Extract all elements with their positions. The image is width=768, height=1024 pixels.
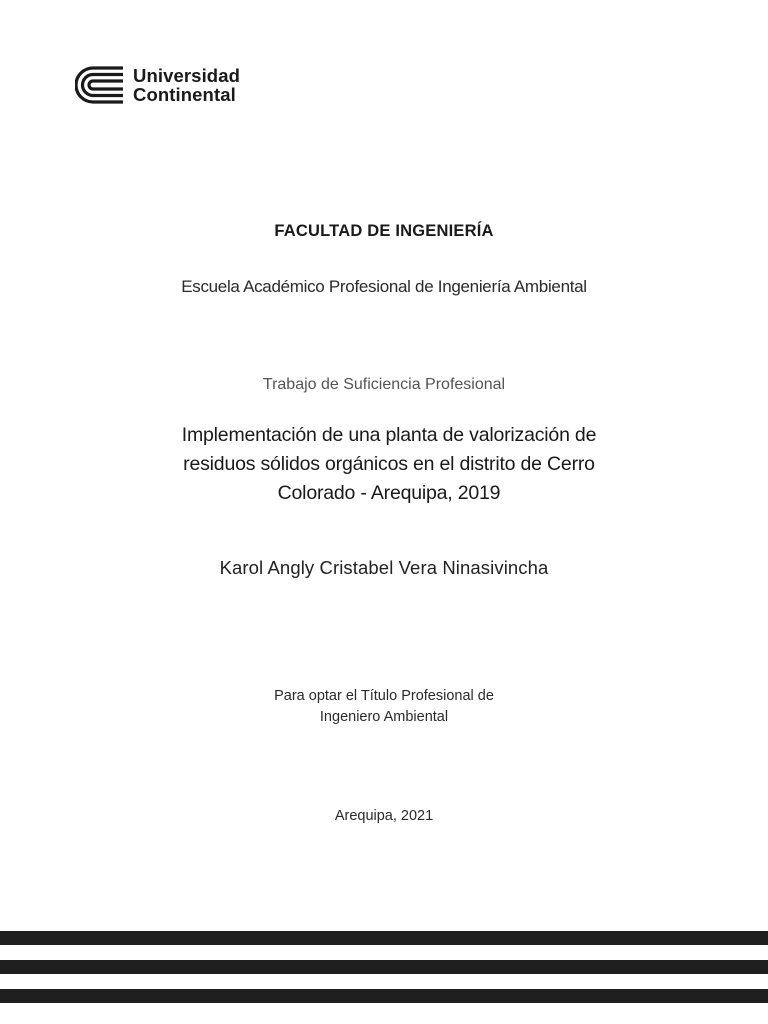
decorative-stripe	[0, 931, 768, 945]
author-name: Karol Angly Cristabel Vera Ninasivincha	[219, 557, 549, 578]
degree-statement	[0, 686, 768, 728]
degree-line-2: Ingeniero Ambiental	[319, 709, 449, 725]
thesis-title: Implementación de una planta de valorización de residuos sólidos orgánicos en el distrito de Cerro Colorado - Arequipa, 2019	[181, 424, 597, 504]
university-name-line1: Universidad	[133, 65, 240, 86]
degree-line-1: Para optar el Título Profesional de	[274, 688, 494, 704]
work-type: Trabajo de Suficiencia Profesional	[262, 376, 506, 393]
university-name	[133, 66, 240, 104]
place-date: Arequipa, 2021	[334, 808, 434, 824]
university-logo	[75, 66, 240, 104]
uc-logo-icon	[75, 66, 125, 104]
university-name-line2: Continental	[133, 84, 236, 105]
school-name: Escuela Académico Profesional de Ingeniería Ambiental	[181, 277, 587, 296]
decorative-stripe	[0, 989, 768, 1003]
decorative-stripe	[0, 960, 768, 974]
faculty-heading: FACULTAD DE INGENIERÍA	[274, 222, 494, 240]
